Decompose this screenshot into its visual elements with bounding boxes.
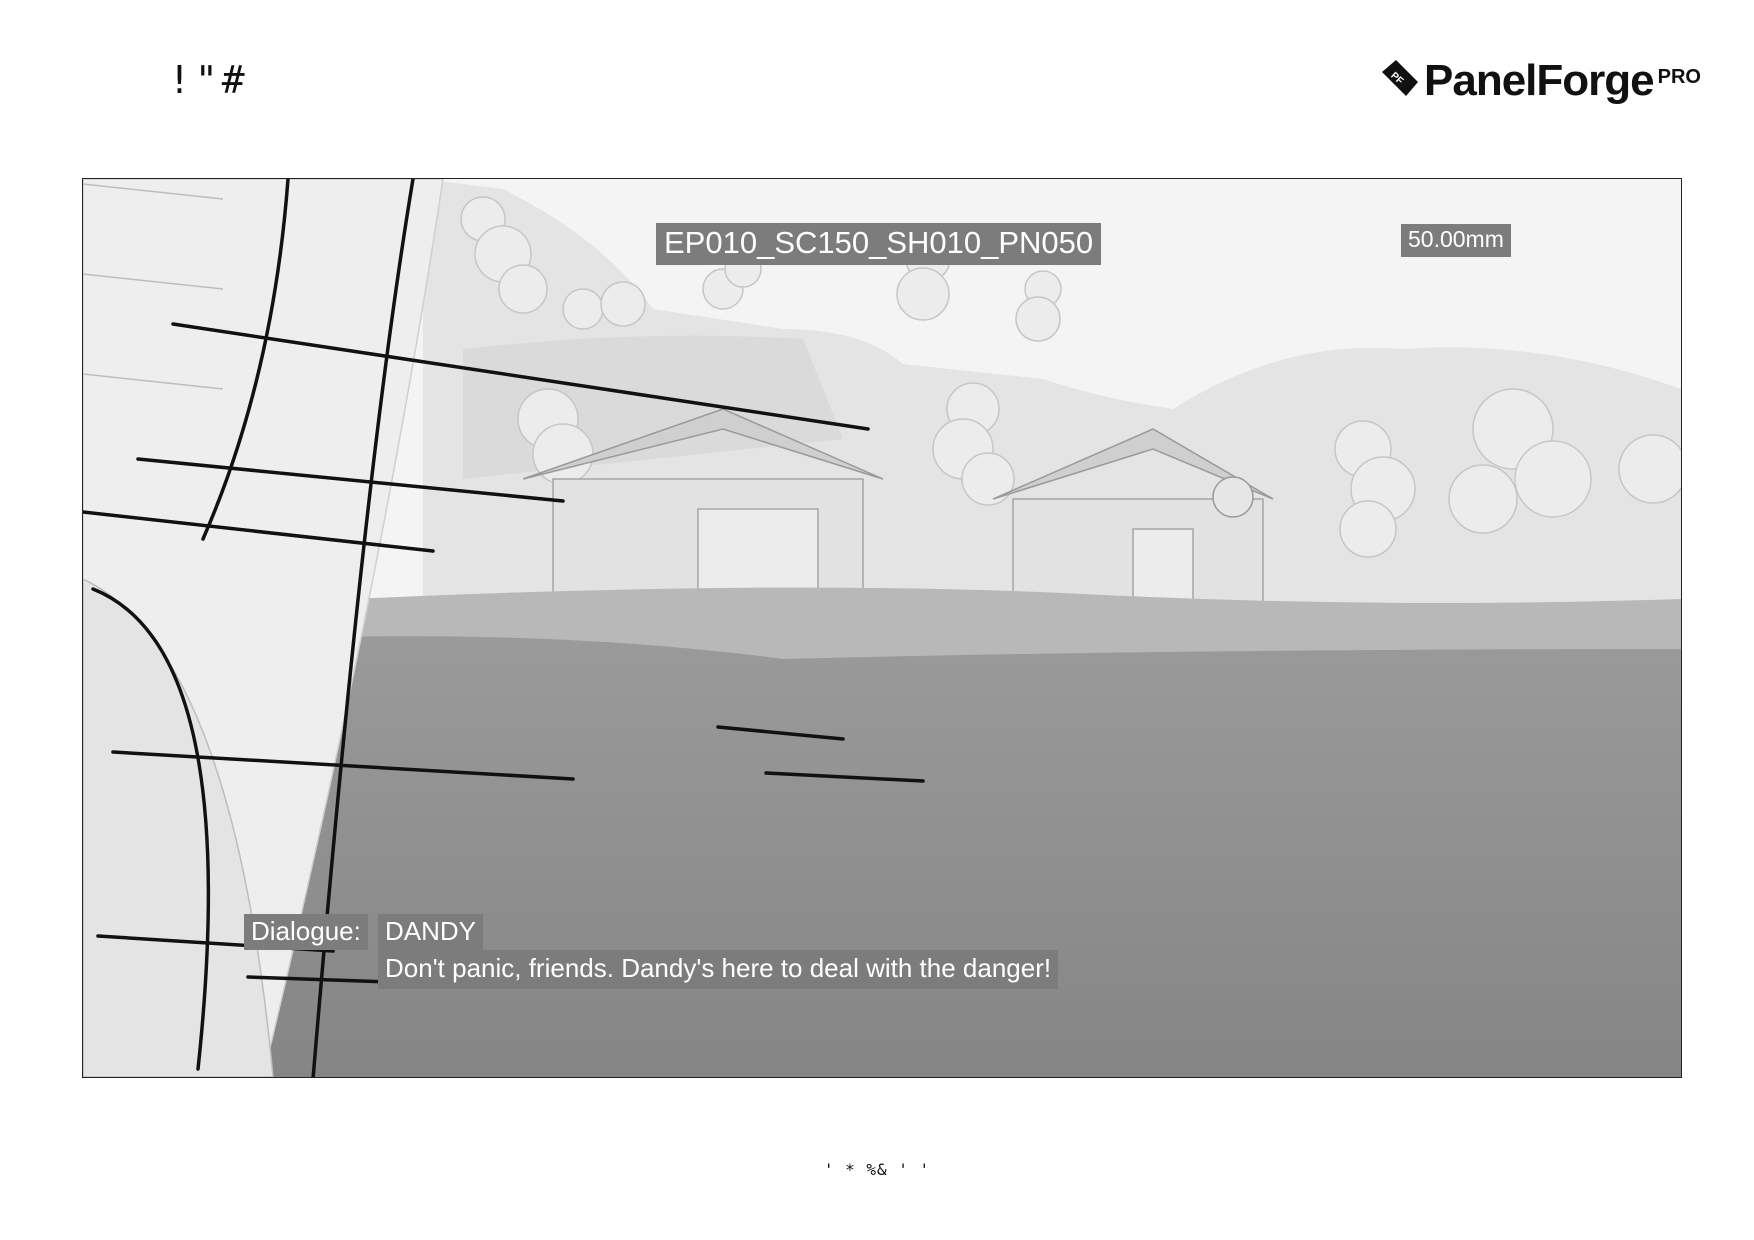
shot-id-label: EP010_SC150_SH010_PN050	[656, 223, 1101, 265]
brand-name: PanelForge	[1424, 56, 1654, 105]
page-title: !"#	[168, 58, 249, 102]
dialogue-label: Dialogue:	[244, 914, 368, 950]
svg-text:PF: PF	[1388, 70, 1406, 88]
brand-tier: PRO	[1657, 66, 1701, 88]
storyboard-panel[interactable]	[82, 178, 1682, 1078]
brand-logo	[1378, 52, 1701, 112]
dialogue-character: DANDY	[378, 914, 483, 950]
tag-icon	[1378, 58, 1422, 102]
dialogue-line: Don't panic, friends. Dandy's here to deal with the danger!	[378, 950, 1058, 989]
page-number: ' * %& ' '	[823, 1160, 931, 1179]
focal-length-label: 50.00mm	[1401, 224, 1511, 257]
